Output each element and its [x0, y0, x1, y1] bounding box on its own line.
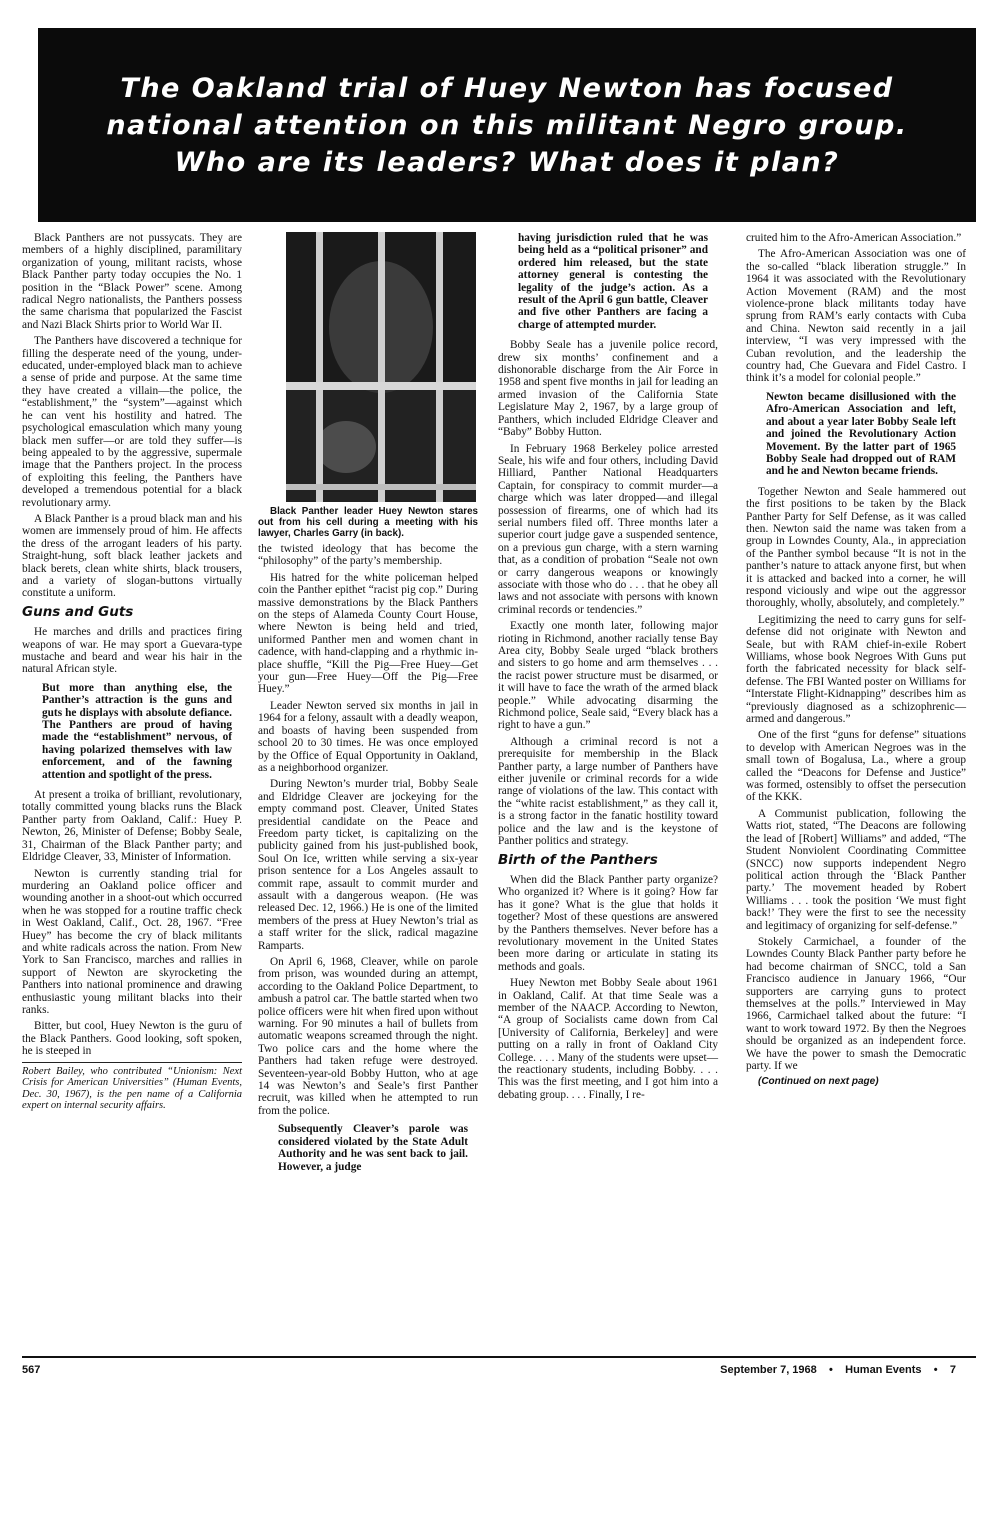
subhead-guns-and-guts: Guns and Guts: [22, 603, 134, 620]
photo-caption: Black Panther leader Huey Newton stares out from his cell during a meeting with his lawyer, Charles Garry (in back).: [258, 506, 478, 539]
paragraph: Leader Newton served six months in jail in 1964 for a felony, assault with a deadly weapon, and boasts of having been suspended from school 20 to 30 times. He was once employed by the Office of Equal Opportunity in Oakland, as a neighborhood organizer.: [258, 699, 478, 774]
footer-separator: •: [829, 1364, 833, 1376]
photo-figure: [286, 232, 486, 502]
paragraph: Although a criminal record is not a prerequisite for membership in the Black Panther party, a large number of Panthers have either juvenile or criminal records for a wide range of violations of the law. This contact with the “white racist establishment,” as they call it, is a strong factor in the fanatic hostility toward police and the law and is the keystone of Panther politics and strategy.: [498, 735, 718, 848]
paragraph: Bobby Seale has a juvenile police record, drew six months’ confinement and a dishonorable discharge from the Air Force in 1958 and spent five months in jail for leading an armed invasion of the California State Legislature May 2, 1967, by a large group of Panthers, which included Eldridge Cleaver and “Baby” Bobby Hutton.: [498, 339, 718, 439]
paragraph: Together Newton and Seale hammered out the first positions to be taken by the Black Panther Party for Self Defense, as it was called then. Newton said the name was taken from a group in Lowndes County, Ala., in appreciation of the Panther symbol because “It is not in the panther’s nature to attack anyone first, but when it is attacked and backed into a corner, he will respond viciously and wipe out the aggressor thoroughly, wholly, absolutely, and completely.”: [746, 485, 966, 610]
headline-line-3: Who are its leaders? What does it plan?: [174, 146, 840, 178]
paragraph: The Afro-American Association was one of the so-called “black liberation struggle.” In 1964 it was associated with the Revolutionary Action Movement (RAM) and the most violence-prone black militants today have sprung from RAM’s early contacts with Cuba and China. Newton said recently in a jail interview, “I was very impressed with the Cuban revolution, and the leadership the country had, Che Guevara and Fidel Castro. I think it’s a model for colonial people.”: [746, 248, 966, 385]
pull-quote: But more than anything else, the Panther’s attraction is the guns and guts he displays with absolute defiance. The Panthers are proud of having made the “establishment” nervous, of having polarized themselves with law enforcement, and of the fawning attention and spotlight of the press.: [42, 681, 232, 781]
paragraph: A Black Panther is a proud black man and his women are immensely proud of him. He affects the dress of the arrogant leaders of his party. Straight-hung, soft black leather jackets and black berets, clean white shirts, black trousers, and a variety of slogan-buttons virtually constitute a uniform.: [22, 512, 242, 600]
continued-note: (Continued on next page): [758, 1076, 879, 1088]
footer-publication: Human Events: [845, 1364, 922, 1376]
paragraph: Black Panthers are not pussycats. They are members of a highly disciplined, paramilitary organization of young, militant racists, whose Black Panther party today occupies the No. 1 position in the “Black Power” scene. Among radical Negro nationalists, the Panthers possess the same charisma that popularized the Fascist and Nazi Black Shirts prior to World War II.: [22, 232, 242, 331]
paragraph: One of the first “guns for defense” situations to develop with American Negroes was in the small town of Bogalusa, La., where a group called the “Deacons for Defense and Justice” was formed, ostensibly to offset the persecution of the KKK.: [746, 729, 966, 804]
article-column-3: [498, 232, 718, 1105]
page-number-right: 7: [949, 1364, 956, 1376]
paragraph: Legitimizing the need to carry guns for self-defense did not originate with Newton and Seale, but with RAM chief-in-exile Robert Williams, whose book Negroes With Guns put forth the fabricated necessity for black self-defense. The FBI Wanted poster on Williams for “Interstate Flight-Kidnapping” describes him as “previously diagnosed as a schizophrenic—armed and dangerous.”: [746, 613, 966, 726]
footer-separator: •: [933, 1364, 938, 1376]
pull-quote: Newton became disillusioned with the Afro-American Association and left, and about a year later Bobby Seale left and joined the Revolutionary Action Movement. By the latter part of 1965 Bobby Seale had dropped out of RAM and he and Newton became friends.: [766, 390, 956, 478]
page-number-left: 567: [22, 1364, 41, 1376]
paragraph: The Panthers have discovered a technique for filling the desperate need of the young, under-educated, under-employed black man to achieve a sense of pride and purpose. At the same time they have created a villain—the police, the “establishment,” the “system”—against which he can vent his hostility and hatred. The psychological emasculation which many young black men suffer—or are told they suffer—is being appealed to by the aggressive, supermale image that the Panthers project. In the process of exploiting this feeling, the Panthers have developed a tremendous potential for a black revolutionary army.: [22, 335, 242, 509]
paragraph: Exactly one month later, following major rioting in Richmond, another racially tense Bay Area city, Bobby Seale urged “black brothers and sisters to go home and arm themselves . . . the racist power structure must be disarmed, or it will have to face the wrath of the armed black people.” While advocating disarming the Richmond police, Seale said, “Every black has a right to have a gun.”: [498, 620, 718, 732]
paragraph: Newton is currently standing trial for murdering an Oakland police officer and wounding another in a shoot-out which occurred when he was stopped for a routine traffic check in West Oakland, Calif., Oct. 28, 1967. “Free Huey” has become the cry of black militants and white radicals across the nation. From New York to San Francisco, marches and rallies in support of Newton are skyrocketing the Panthers into national prominence and drawing enthusiastic young militant blacks into their ranks.: [22, 867, 242, 1016]
paragraph: His hatred for the white policeman helped coin the Panther epithet “racist pig cop.” During massive demonstrations by the Black Panthers on the steps of Alameda County Court House, where Newton is being held and tried, uniformed Panther men and women chant in cadence, with hand-clapping and a rhythmic in-place shuffle, “Kill the Pig—Free Huey—Get your gun—Free Huey—Off the Pig—Free Huey.”: [258, 571, 478, 696]
photo-huey-newton-in-cell: [286, 232, 476, 502]
article-column-2: [258, 232, 478, 1181]
author-note: Robert Bailey, who contributed “Unionism: Next Crisis for American Universities” (Human Events, Dec. 30, 1967), is the pen name of a California expert on internal security affairs.: [22, 1062, 242, 1112]
headline-line-2: national attention on this militant Negro group.: [106, 109, 908, 141]
article-column-4: [746, 232, 966, 1093]
footer-rule: [22, 1356, 976, 1358]
paragraph: Stokely Carmichael, a founder of the Lowndes County Black Panther party before he had become chairman of SNCC, told a San Francisco audience in January 1966, “Our supporters are carrying guns to protect themselves at the polls.” Interviewed in May 1966, Carmichael talked about the future: “I want to work toward 1972. By then the Negroes should be organized as an independent force. We have the power to smash the Democratic party. If we: [746, 935, 966, 1072]
paragraph: A Communist publication, following the Watts riot, stated, “The Deacons are following the lead of [Robert] Williams” and added, “The Student Nonviolent Coordinating Committee (SNCC) now supports independent Negro political action through the ‘Black Panther party.’ The movement headed by Robert Williams . . . took the position ‘We must fight back!’ They were the first to see the necessity and legitimacy of organizing for self-defense.”: [746, 807, 966, 932]
footer-date: September 7, 1968: [720, 1364, 817, 1376]
headline-banner: [38, 28, 976, 222]
paragraph: Huey Newton met Bobby Seale about 1961 in Oakland, Calif. At that time Seale was a member of the NAACP. According to Newton, “A group of Socialists came down from Cal [University of California, Berkeley] and were putting on a rally in front of Oakland City College. . . . Many of the students were upset—the reactionary students, including Bobby. . . . This was the first meeting, and I got him into a debating group. . . . Finally, I re-: [498, 977, 718, 1101]
paragraph: cruited him to the Afro-American Association.”: [746, 232, 962, 244]
paragraph: Bitter, but cool, Huey Newton is the guru of the Black Panthers. Good looking, soft spoken, he is steeped in: [22, 1020, 242, 1058]
subhead-birth-of-the-panthers: Birth of the Panthers: [498, 851, 658, 868]
paragraph: On April 6, 1968, Cleaver, while on parole from prison, was wounded during an attempt, according to the Oakland Police Department, to ambush a patrol car. The battle started when two police officers were hit when fired upon without warning. For 90 minutes a hail of bullets from automatic weapons screamed through the night. Two police cars and the home where the Panthers had taken refuge were destroyed. Seventeen-year-old Bobby Hutton, who at age 14 was Newton’s and Seale’s first Panther recruit, was killed when he attempted to run from the police.: [258, 956, 478, 1117]
paragraph: At present a troika of brilliant, revolutionary, totally committed young blacks runs the Black Panther party from Oakland, Calif.: Huey P. Newton, 26, Minister of Defense; Bobby Seale, 31, Chairman of the Black Panther party; and Eldridge Cleaver, 33, Minister of Information.: [22, 789, 242, 864]
paragraph: He marches and drills and practices firing weapons of war. He may sport a Guevara-type mustache and beard and wear his hair in the natural African style.: [22, 626, 242, 676]
paragraph: During Newton’s murder trial, Bobby Seale and Eldridge Cleaver are jockeying for the empty command post. Cleaver, United States presidential candidate on the Peace and Freedom party ticket, is capitalizing on the publicity gained from his just-published book, Soul On Ice, written while serving a six-year prison sentence for a Los Angeles assault to commit rape, assault to commit murder and assault with a dangerous weapon. (He was released Dec. 12, 1966.) He is one of the limited members of the press at Huey Newton’s trial as a staff writer for the slick, radical magazine Ramparts.: [258, 778, 478, 952]
article-column-1: [22, 232, 242, 1116]
pull-quote: having jurisdiction ruled that he was being held as a “political prisoner” and ordered him released, but the state attorney general is contesting the legality of the judge’s action. As a result of the April 6 gun battle, Cleaver and five other Panthers are facing a charge of attempted murder.: [518, 232, 708, 331]
headline-line-1: The Oakland trial of Huey Newton has focused: [120, 72, 894, 104]
paragraph: When did the Black Panther party organize? Who organized it? Where is it going? How far has it gone? What is the glue that holds it together? Most of these questions are answered by the Panthers themselves. Never before has a revolutionary movement in the United States been more daring or articulate in stating its methods and goals.: [498, 873, 718, 973]
paragraph: the twisted ideology that has become the “philosophy” of the party’s membership.: [258, 543, 478, 568]
footer-right: [720, 1364, 956, 1376]
pull-quote: Subsequently Cleaver’s parole was considered violated by the State Adult Authority and he was sent back to jail. However, a judge: [278, 1123, 468, 1173]
paragraph: In February 1968 Berkeley police arrested Seale, his wife and four others, including David Hilliard, Panther National Headquarters Captain, for conspiracy to commit murder—a charge which was later dropped—and illegal possession of firearms, one of which had its serial numbers filed off. Three months later a superior court judge gave a suspended sentence, on a previous gun charge, with a stern warning that, as a condition of probation “Seale not own or carry dangerous weapons or knowingly associate with those who do . . . that he obey all laws and not associate with persons with known criminal records or tendencies.”: [498, 442, 718, 616]
